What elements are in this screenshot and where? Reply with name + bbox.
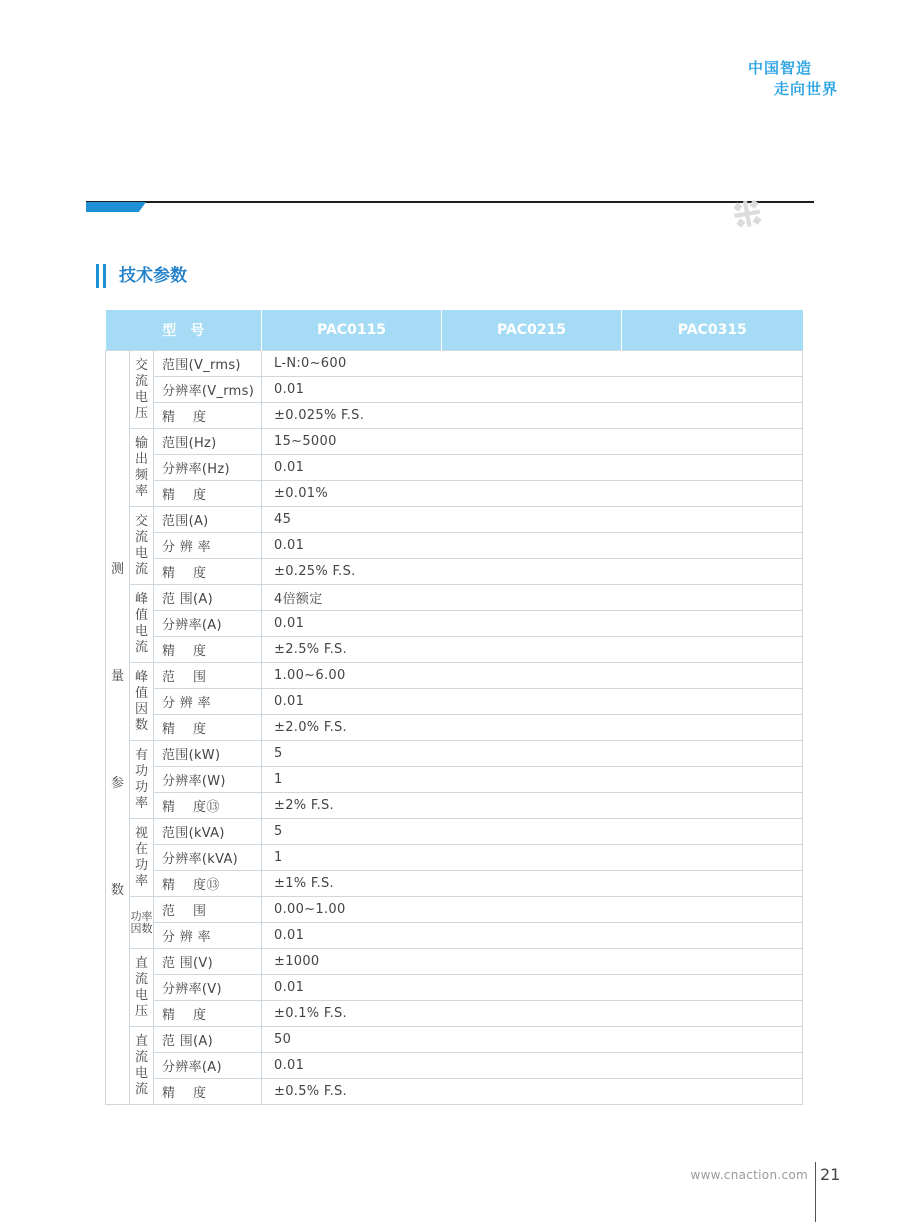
group-name: 输出频率: [130, 429, 154, 507]
param-value: 45: [262, 507, 803, 533]
watermark-logo: ※: [719, 189, 772, 244]
param-label: 精 度: [154, 715, 262, 741]
param-value: ±1000: [262, 949, 803, 975]
footer-separator: [815, 1162, 816, 1222]
table-row: [106, 455, 803, 481]
param-label: 精 度: [154, 481, 262, 507]
param-label: 分辨率(A): [154, 1053, 262, 1079]
section-title: 技术参数: [119, 266, 187, 286]
param-value: ±2.0% F.S.: [262, 715, 803, 741]
param-label: 范 围(A): [154, 585, 262, 611]
group-name: 有功功率: [130, 741, 154, 819]
param-value: L-N:0~600: [262, 351, 803, 377]
param-value: ±0.25% F.S.: [262, 559, 803, 585]
param-label: 范围(A): [154, 507, 262, 533]
table-row: [106, 1079, 803, 1105]
slogan: [748, 58, 838, 100]
group-name: 峰值因数: [130, 663, 154, 741]
table-row: [106, 533, 803, 559]
param-label: 分 辨 率: [154, 533, 262, 559]
header-model-3: PAC0315: [622, 310, 803, 351]
category-cell: [106, 351, 130, 1105]
param-value: 0.01: [262, 689, 803, 715]
category-char: 测: [110, 561, 124, 577]
param-label: 分辨率(W): [154, 767, 262, 793]
param-label: 范围(V_rms): [154, 351, 262, 377]
table-row: [106, 975, 803, 1001]
table-row: [106, 767, 803, 793]
group-name: 交流电流: [130, 507, 154, 585]
param-value: 5: [262, 819, 803, 845]
param-value: 50: [262, 1027, 803, 1053]
table-row: [106, 507, 803, 533]
table-row: [106, 351, 803, 377]
param-value: ±0.1% F.S.: [262, 1001, 803, 1027]
page-number: 21: [820, 1165, 841, 1184]
param-value: 0.00~1.00: [262, 897, 803, 923]
table-row: [106, 871, 803, 897]
category-char: 量: [110, 668, 124, 684]
table-row: [106, 845, 803, 871]
table-row: [106, 663, 803, 689]
param-label: 精 度: [154, 1079, 262, 1105]
param-value: ±0.025% F.S.: [262, 403, 803, 429]
param-value: 0.01: [262, 377, 803, 403]
param-label: 分 辨 率: [154, 923, 262, 949]
spec-table-body: [106, 351, 803, 1105]
group-name: 交流电压: [130, 351, 154, 429]
group-name: 功率因数: [130, 897, 154, 949]
param-label: 精 度: [154, 1001, 262, 1027]
table-row: [106, 897, 803, 923]
table-row: [106, 949, 803, 975]
param-value: ±0.5% F.S.: [262, 1079, 803, 1105]
param-label: 精 度⑬: [154, 793, 262, 819]
slogan-line-1: 中国智造: [747, 59, 812, 77]
param-label: 范 围(A): [154, 1027, 262, 1053]
header-model-label: 型 号: [106, 310, 262, 351]
param-value: 0.01: [262, 455, 803, 481]
param-label: 范围(kW): [154, 741, 262, 767]
section-marker-2: [103, 264, 106, 288]
param-value: 0.01: [262, 975, 803, 1001]
table-row: [106, 481, 803, 507]
param-label: 范 围: [154, 897, 262, 923]
top-divider: [86, 201, 814, 203]
param-value: 4倍额定: [262, 585, 803, 611]
param-value: 0.01: [262, 1053, 803, 1079]
group-name: 峰值电流: [130, 585, 154, 663]
param-label: 精 度: [154, 637, 262, 663]
slogan-line-2: 走向世界: [773, 80, 838, 98]
top-accent-bar: [86, 202, 146, 212]
table-row: [106, 793, 803, 819]
table-row: [106, 1027, 803, 1053]
table-row: [106, 637, 803, 663]
group-name: 直流电流: [130, 1027, 154, 1105]
param-label: 范 围(V): [154, 949, 262, 975]
param-value: ±2.5% F.S.: [262, 637, 803, 663]
table-row: [106, 715, 803, 741]
param-value: 5: [262, 741, 803, 767]
param-value: 1.00~6.00: [262, 663, 803, 689]
param-value: 0.01: [262, 923, 803, 949]
param-value: ±0.01%: [262, 481, 803, 507]
section-marker: [96, 264, 99, 288]
table-row: [106, 585, 803, 611]
param-value: ±1% F.S.: [262, 871, 803, 897]
table-row: [106, 559, 803, 585]
param-value: 0.01: [262, 533, 803, 559]
table-row: [106, 429, 803, 455]
header-model-2: PAC0215: [442, 310, 622, 351]
param-value: 1: [262, 767, 803, 793]
footer-url: www.cnaction.com: [690, 1168, 808, 1182]
table-row: [106, 611, 803, 637]
param-value: ±2% F.S.: [262, 793, 803, 819]
param-label: 精 度: [154, 559, 262, 585]
param-label: 精 度⑬: [154, 871, 262, 897]
table-row: [106, 1001, 803, 1027]
param-label: 分辨率(V): [154, 975, 262, 1001]
param-label: 范围(kVA): [154, 819, 262, 845]
group-name: 视在功率: [130, 819, 154, 897]
param-value: 15~5000: [262, 429, 803, 455]
param-label: 分辨率(V_rms): [154, 377, 262, 403]
param-label: 分辨率(Hz): [154, 455, 262, 481]
param-label: 精 度: [154, 403, 262, 429]
param-label: 分辨率(A): [154, 611, 262, 637]
table-header-row: [106, 310, 803, 351]
param-value: 0.01: [262, 611, 803, 637]
spec-table: [105, 310, 803, 1105]
header-model-1: PAC0115: [262, 310, 442, 351]
table-row: [106, 741, 803, 767]
table-row: [106, 689, 803, 715]
category-char: 参: [110, 775, 124, 791]
table-row: [106, 819, 803, 845]
table-row: [106, 403, 803, 429]
group-name: 直流电压: [130, 949, 154, 1027]
table-row: [106, 377, 803, 403]
category-char: 数: [110, 882, 124, 898]
param-label: 分辨率(kVA): [154, 845, 262, 871]
param-label: 分 辨 率: [154, 689, 262, 715]
param-label: 范 围: [154, 663, 262, 689]
table-row: [106, 923, 803, 949]
param-value: 1: [262, 845, 803, 871]
table-row: [106, 1053, 803, 1079]
param-label: 范围(Hz): [154, 429, 262, 455]
